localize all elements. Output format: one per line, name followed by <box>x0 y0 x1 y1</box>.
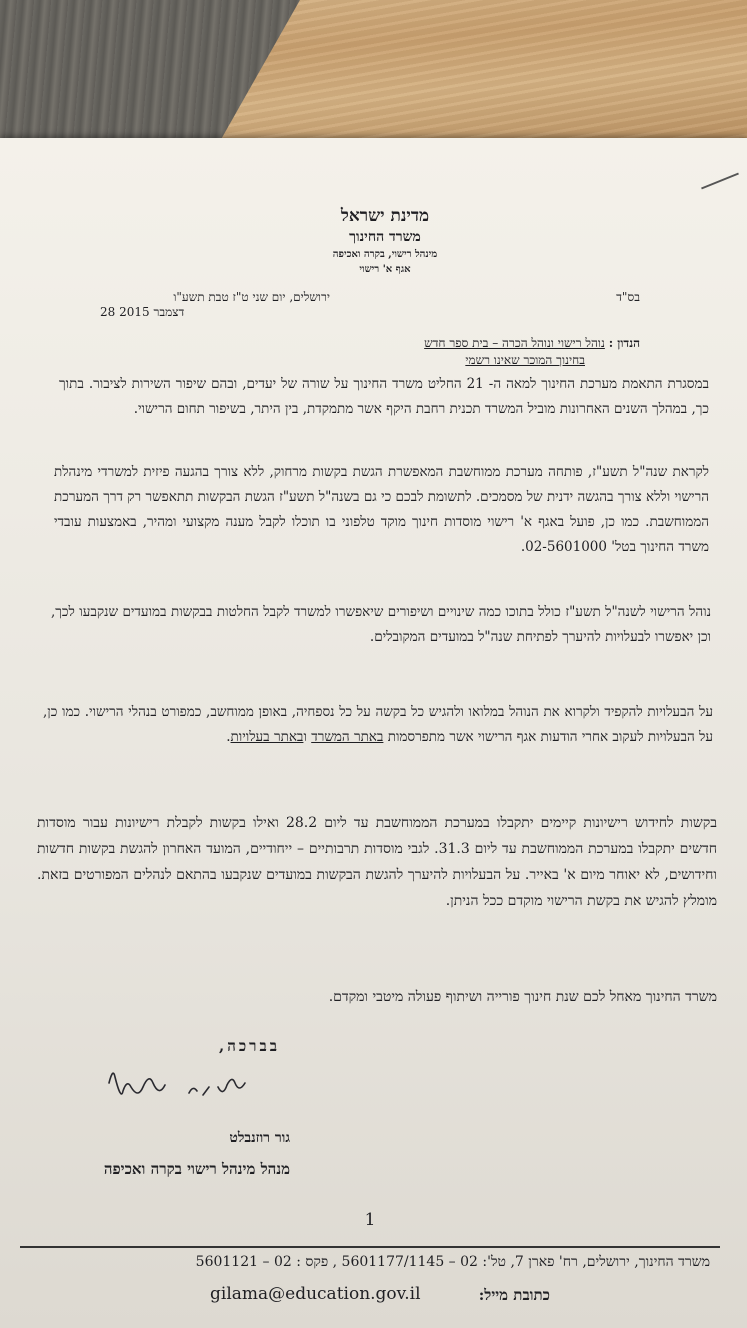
letterhead-department: אגף א' רישוי <box>359 264 411 275</box>
subject-block <box>240 335 640 369</box>
bsd-mark: בס"ד <box>616 290 640 304</box>
letterhead-ministry: משרד החינוך <box>349 229 421 245</box>
paragraph-4-and: ו <box>303 729 307 745</box>
footer-divider <box>20 1246 720 1248</box>
paragraph-4 <box>43 700 713 750</box>
letterhead <box>230 205 540 277</box>
paragraph-6: משרד החינוך מאחל לכם שנת חינוך פורייה ושיתוף פעולה מיטבי ומקדם. <box>328 989 717 1005</box>
letterhead-administration: מינהל רישוי, בקרה ואכיפה <box>332 249 438 260</box>
owners-site-link[interactable]: באתר בעלויות <box>230 729 304 745</box>
paragraph-1: במסגרת התאמת מערכת החינוך למאה ה- 21 החליט משרד החינוך על שורה של יעדים, ובהם שיפור השירות לציבור. בתוך כך, במהלך השנים האחרונות מוביל המשרד תכנית רחבת היקף אשר מתמקדת, בין היתר, בשיפור תחום הרישוי. <box>59 376 709 417</box>
signer-title: מנהל מינהל רישוי בקרה ואכיפה <box>103 1160 290 1178</box>
footer-email-label: כתובת מייל: <box>478 1286 550 1304</box>
subject-line-2: בחינוך המוכר שאינו רשמי <box>465 353 585 367</box>
paragraph-2: לקראת שנה"ל תשע"ז, פותחה מערכת ממוחשבת המאפשרת הגשת בקשות מרחוק, ללא צורך בהגעה פיזית למשרדי מינהלת הרישוי וללא צורך בהגשה ידנית של מסמכים. לתשומת לבכם כי גם בשנה"ל תשע"ז הגשת הבקשות תתאפשר רק דרך המערכת הממוחשבת. כמו כן, פועל באגף א' רישוי מוסדות חינוך מוקד טלפוני בו תוכלו לקבל מענה מקצועי ומהיר, באמצעות עובדי משרד החינוך בטל' 02-5601000. <box>54 464 709 555</box>
gregorian-date: 28 דצמבר 2015 <box>100 305 185 319</box>
footer-email[interactable]: gilama@education.gov.il <box>210 1284 421 1304</box>
hebrew-date: ירושלים, יום שני ט"ז טבת תשע"ו <box>173 290 330 304</box>
handwritten-signature <box>105 1065 255 1110</box>
ministry-site-link[interactable]: באתר המשרד <box>311 729 384 745</box>
letterhead-state: מדינת ישראל <box>340 206 430 226</box>
paragraph-4-text: על הבעלויות להקפיד ולקרוא את הנוהל במלואו ולהגיש כל בקשה על כל נספחיה, באופן ממוחשב, כמפורט בנהלי הרישוי. כמו כן, על הבעלויות לעקוב אחרי הודעות אגף הרישוי אשר מתפרסמות <box>43 704 713 745</box>
subject-line-1: נוהל רישוי ונוהל הכרה – בית ספר חדש <box>424 336 605 350</box>
paragraph-4-end: . <box>226 729 231 745</box>
paragraph-5: בקשות לחידוש רישיונות קיימים יתקבלו במערכת הממוחשבת עד ליום 28.2 ואילו בקשות לקבלת רישיונות עבור מוסדות חדשים יתקבלו במערכת הממוחשבת עד ליום 31.3. לגבי מוסדות תרבותיים – ייחודיים, המועד האחרון להגשת בקשות חדשות וחידושים, לא יאוחר מיום א' באייר. על הבעלויות להיערך להגשת הבקשות במועדים שנקבעו בהתאם לנהלים המפורטים בזאת. מומלץ להגיש את בקשת הרישוי מוקדם ככל הניתן. <box>37 815 717 909</box>
regards: בברכה, <box>218 1037 280 1055</box>
signer-name: גור רוזנבלט <box>229 1130 290 1146</box>
paragraph-3: נוהל הרישוי לשנה"ל תשע"ז כולל בתוכו כמה שינויים ושיפורים שיאפשרו למשרד לקבל החלטות בבקשות במועדים שנקבעו לכך, וכן יאפשרו לבעלויות להיערך לפתיחת שנה"ל במועדים המקובלים. <box>51 604 711 645</box>
page-number: 1 <box>364 1210 376 1230</box>
subject-label: הנדון : <box>608 336 640 350</box>
footer-address: משרד החינוך, ירושלים, רח' פארן 7, טל': 02 – 5601177/1145 , פקס : 02 – 5601121 <box>195 1254 710 1270</box>
